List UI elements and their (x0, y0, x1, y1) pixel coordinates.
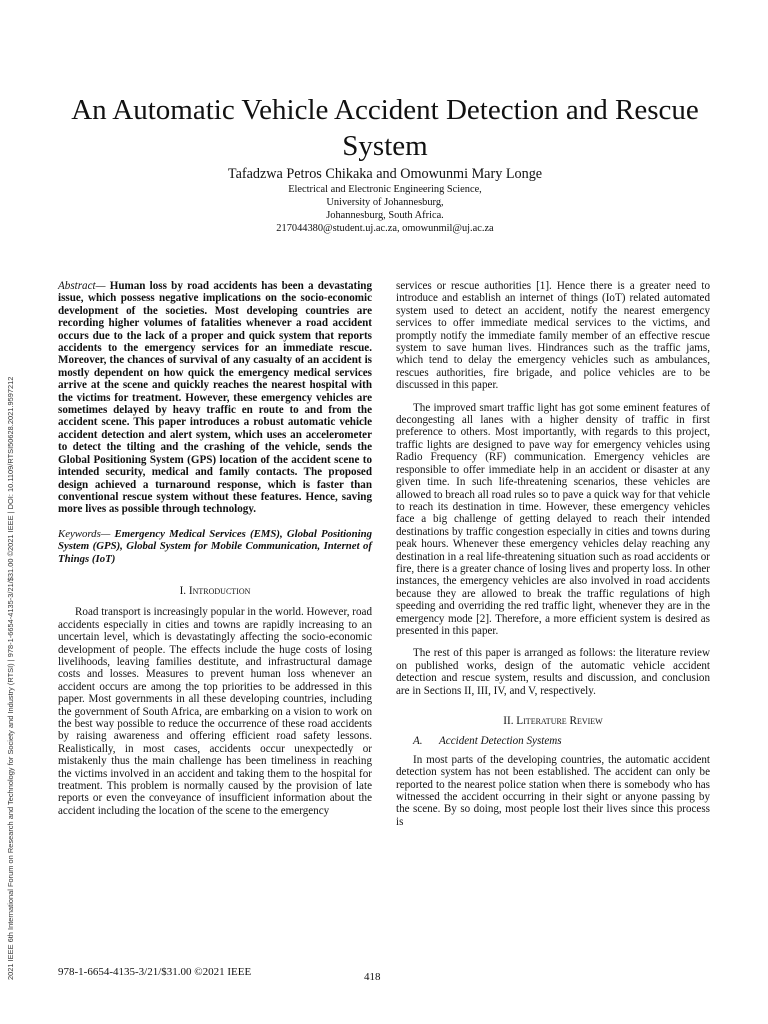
introduction-paragraph-2: The improved smart traffic light has got some eminent features of decongesting all lanes with a higher density of traffic in first preference to others. Most importantly, with regards to this project, traffic lights are designed to pave way for emergency vehicles using Radio Frequency (RF) communication. Emergency vehicles are responsible to offer immediate help in an accident or disaster at any given time. In such life-threatening scenarios, these vehicles are allowed to breach all road rules so to pave a quick way for that vehicle to reach its destination in time. However, these emergency vehicles face a big challenge of getting delayed to reach their intended destinations by traffic congestion especially in cities and towns during peak hours. Whenever these emergency vehicles delay reaching any destination in a real life-threatening situation such as road accidents or fire, there is a greater chance of losing lives and property loss. In other instances, the emergency vehicles are also involved in road accidents because they are allowed to break the traffic regulations of high speeding and overriding the red traffic light, whenever they are in the emergency mode [2]. Therefore, a more efficient system is desired as presented in this paper. (396, 401, 710, 637)
introduction-paragraph-3: The rest of this paper is arranged as follows: the literature review on published works, design of the automatic vehicle accident detection and rescue system, results and discussion, and conclusion are in Sections II, III, IV, and V, respectively. (396, 647, 710, 697)
paper-title: An Automatic Vehicle Accident Detection and Rescue System (71, 94, 699, 162)
paper-authors: Tafadzwa Petros Chikaka and Omowunmi Mary Longe (227, 166, 543, 182)
section-heading-literature-review: II. Literature Review (503, 715, 603, 727)
author-affiliation (70, 183, 700, 235)
subsection-title: Accident Detection Systems (439, 735, 562, 748)
footer-copyright: 978-1-6654-4135-3/21/$31.00 ©2021 IEEE (58, 966, 252, 978)
abstract-label: Abstract— (58, 280, 106, 292)
abstract (58, 280, 372, 516)
introduction-paragraph-1: Road transport is increasingly popular in the world. However, road accidents especially in cities and towns are rapidly increasing to an uncertain level, which is devastatingly affecting the socio-economic development of people. The effects include the huge costs of losing livelihoods, leaving families destitute, and infrastructural damage costs and losses. Measures to prevent human loss whenever an accident occurs are among the top priorities to be addressed in this paper. Most governments in all these developing countries, including the government of South Africa, are embarking on a vision to work on the best way possible to reduce the occurrence of these road accidents by raising awareness and offering efficient road safety lessons. Realistically, in most cases, accidents occur unexpectedly or mistakenly thus the main challenge has been timeliness in reaching the victims involved in an accident and taking them to the hospital for treatment. This problem is normally caused by the provision of late reports or even the conveyance of insufficient information about the accident including the location of the scene to the emergency (58, 606, 372, 817)
affiliation-department: Electrical and Electronic Engineering Science, (288, 184, 482, 195)
affiliation-location: Johannesburg, South Africa. (326, 210, 444, 221)
introduction-paragraph-1-continued: services or rescue authorities [1]. Hence there is a greater need to introduce and establish an internet of things (IoT) related automated system used to detect an accident, notify the nearest emergency services to offer immediate medical services to the victims, and promptly notify the immediate family member of an effective rescue system to save human lives. Hindrances such as the traffic jams, which tend to delay the emergency vehicles such as ambulances, rescues authorities, fire brigade, and police vehicles are to be discussed in this paper. (396, 280, 710, 392)
left-column (58, 280, 372, 817)
author-emails[interactable]: 217044380@student.uj.ac.za, omowunmil@uj.ac.za (276, 223, 494, 234)
keywords-text: Emergency Medical Services (EMS), Global Positioning System (GPS), Global System for Mobile Communication, Internet of Things (IoT) (58, 527, 372, 565)
subsection-number: A. (413, 735, 423, 748)
affiliation-university: University of Johannesburg, (326, 197, 444, 208)
ieee-side-banner: 2021 IEEE 6th International Forum on Research and Technology for Society and Industry (RTSI) | 978-1-6654-4135-3/21/$31.00 ©2021 IEEE | DOI: 10.1109/RTSI50628.2021.9597212 (6, 376, 15, 980)
subsection-heading-accident-detection (413, 735, 710, 747)
literature-paragraph-1: In most parts of the developing countries, the automatic accident detection system has not been established. The accident can only be reported to the nearest police station when there is somebody who has witnessed the accident occurring in their sight or anyone passing by the scene. By so doing, most people lost their lives since this process is (396, 753, 710, 828)
right-column (396, 280, 710, 828)
keywords-label: Keywords— (58, 527, 111, 540)
page-number: 418 (364, 971, 381, 983)
keywords (58, 528, 372, 565)
abstract-text: Human loss by road accidents has been a devastating issue, which possess negative implications on the socio-economic development of the societies. Most developing countries are recording higher volumes of fatalities whenever a road accident occurs due to the lack of a proper and quick system that reports accidents to the emergency services for an immediate rescue. Moreover, the chances of survival of any casualty of an accident is mostly dependent on how quick the emergency medical services arrive at the scene and quickly reaches the nearest hospital with the victims for treatment. However, these emergency vehicles are sometimes delayed by heavy traffic en route to and from the accident scene. This paper introduces a robust automatic vehicle accident detection and alert system, which uses an accelerometer to detect the tilting and the crashing of the vehicle, sends the Global Positioning System (GPS) location of the accident scene to intended security, medical and family contacts. The proposed design achieved a turnaround response, which is faster than conventional rescue system without these features. Hence, saving more lives as possible through technology. (58, 280, 372, 516)
section-heading-introduction: I. Introduction (179, 584, 251, 597)
